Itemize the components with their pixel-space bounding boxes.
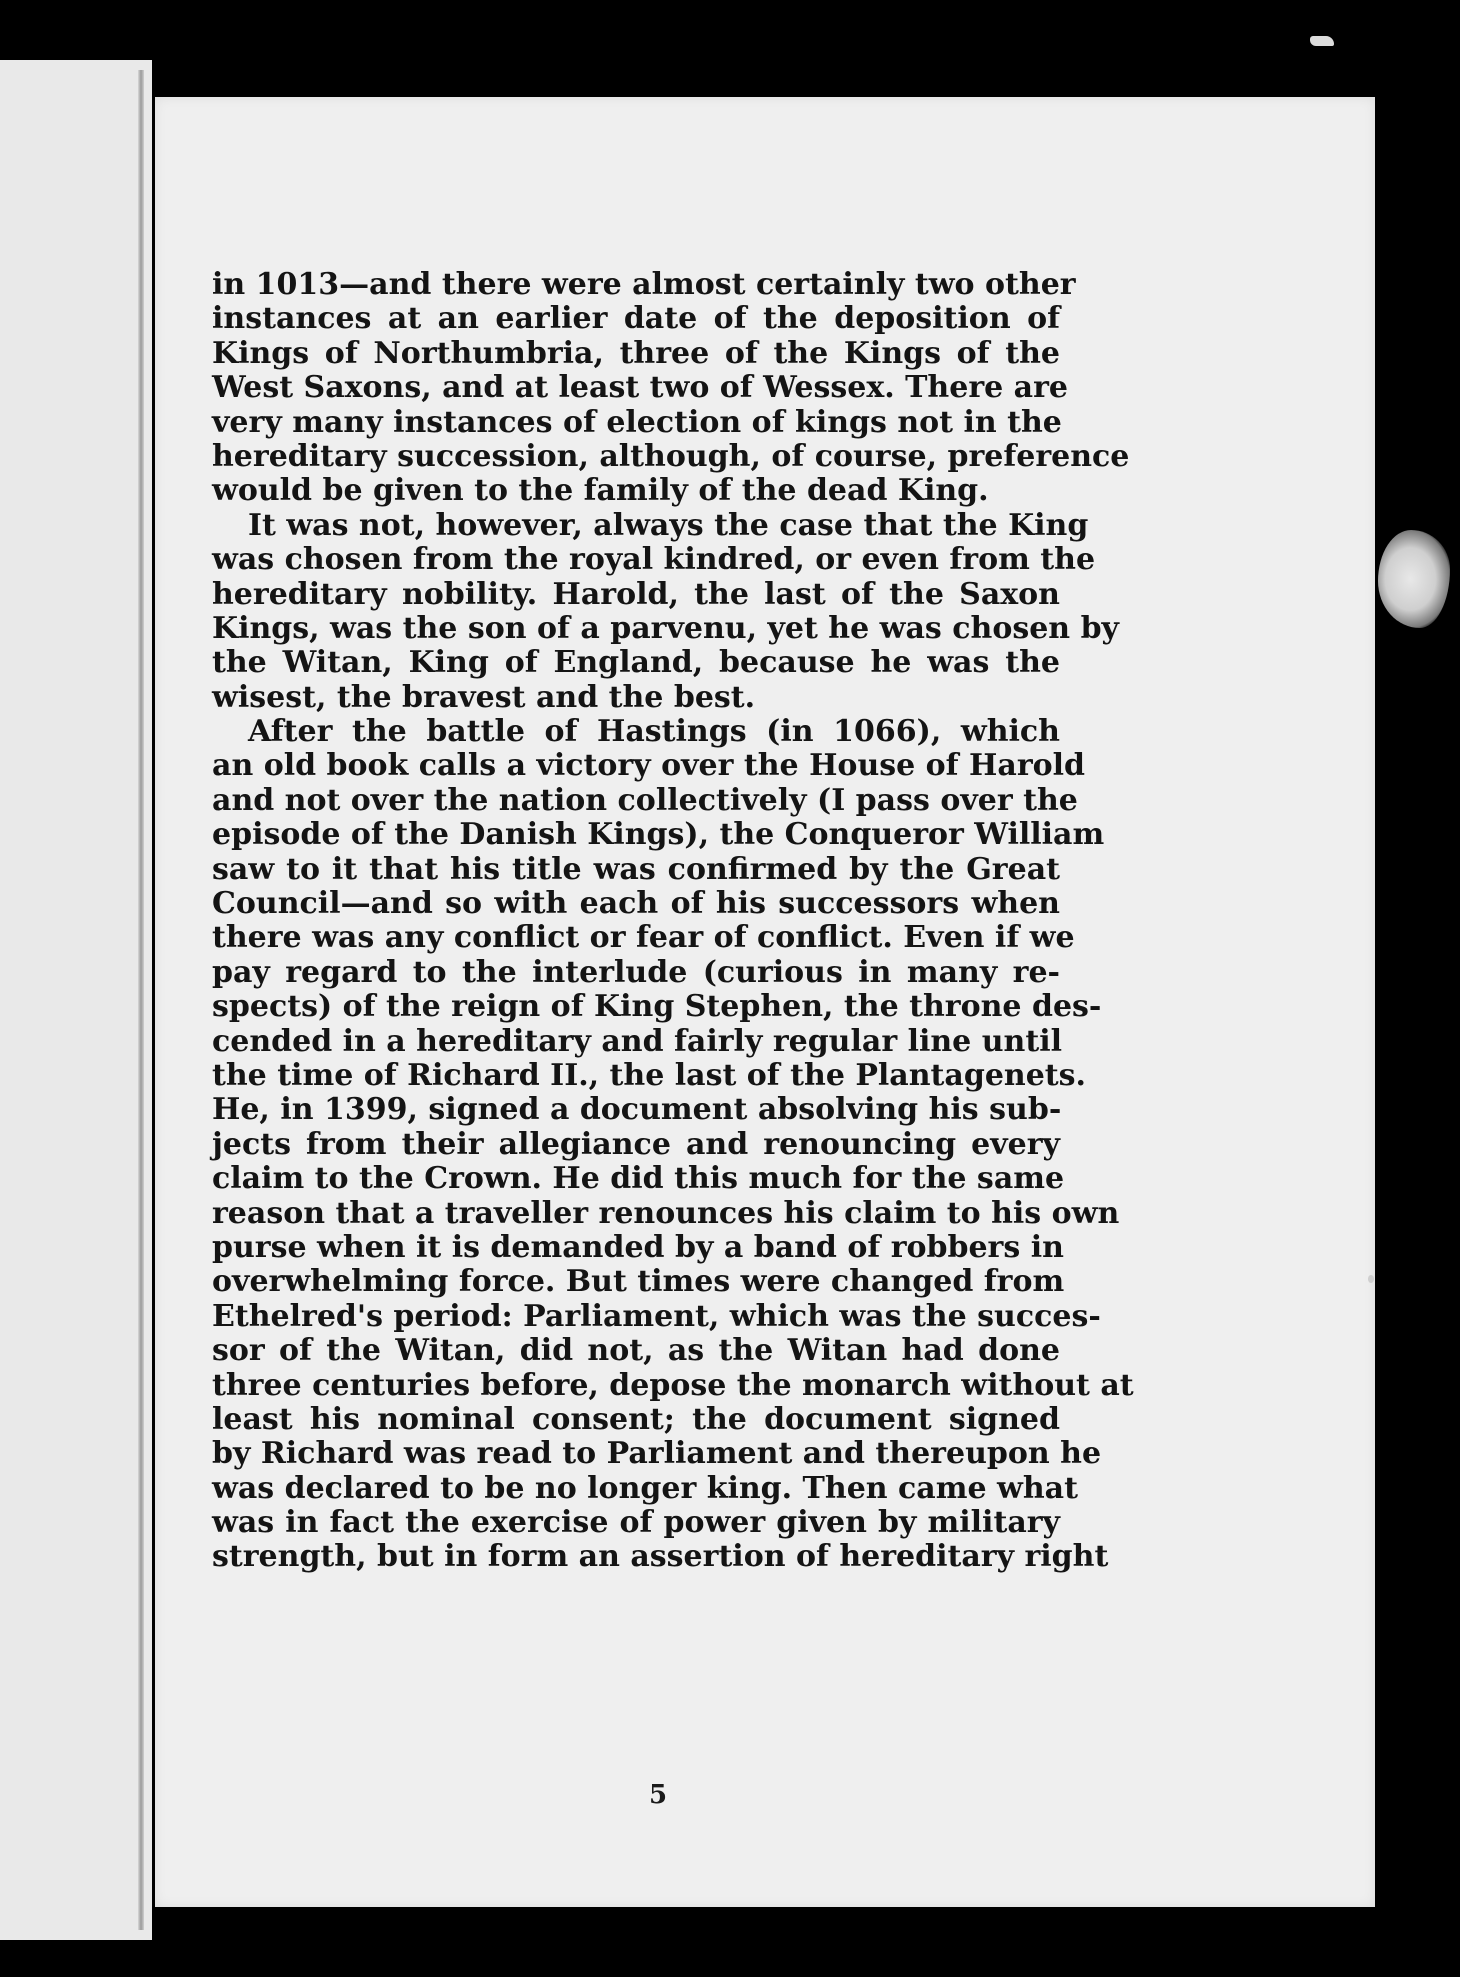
text-line: episode of the Danish Kings), the Conqueror William <box>212 817 1105 853</box>
text-line: by Richard was read to Parliament and thereupon he <box>212 1436 1102 1472</box>
binding-gutter <box>138 70 144 1930</box>
text-line: It was not, however, always the case that the King <box>248 507 1089 543</box>
text-line: spects) of the reign of King Stephen, the throne des- <box>212 989 1102 1025</box>
paragraph-1 <box>212 267 1130 509</box>
page-number <box>0 1780 1460 1810</box>
paragraph-2 <box>212 507 1119 715</box>
facing-page-edge <box>0 60 152 1940</box>
text-line: wisest, the bravest and the best. <box>212 679 756 715</box>
text-line: in 1013—and there were almost certainly two other <box>212 267 1076 302</box>
text-line: Ethelred's period: Parliament, which was the succes- <box>212 1298 1101 1334</box>
text-line: was declared to be no longer king. Then came what <box>212 1470 1078 1506</box>
text-line: was in fact the exercise of power given by military <box>212 1505 1060 1541</box>
text-line: After the battle of Hastings (in 1066), which <box>248 714 1060 750</box>
text-line: very many instances of election of kings not in the <box>212 404 1062 440</box>
scan-artifact <box>1310 36 1334 46</box>
text-line: there was any conflict or fear of conflict. Even if we <box>212 920 1075 956</box>
text-line: an old book calls a victory over the House of Harold <box>212 748 1086 784</box>
text-line: Council—and so with each of his successors when <box>212 886 1060 922</box>
text-line: jects from their allegiance and renouncing every <box>212 1126 1060 1162</box>
text-line: sor of the Witan, did not, as the Witan had done <box>212 1333 1060 1369</box>
text-line: saw to it that his title was confirmed by the Great <box>212 851 1060 887</box>
text-line: the time of Richard II., the last of the Plantagenets. <box>212 1057 1086 1093</box>
text-line: purse when it is demanded by a band of robbers in <box>212 1229 1064 1265</box>
paper-speck <box>1368 1275 1374 1283</box>
text-line: Kings of Northumbria, three of the Kings of the <box>212 335 1060 371</box>
text-line: reason that a traveller renounces his claim to his own <box>212 1195 1120 1231</box>
text-line: hereditary succession, although, of course, preference <box>212 438 1130 474</box>
text-line: strength, but in form an assertion of hereditary right <box>212 1539 1109 1575</box>
text-line: hereditary nobility. Harold, the last of the Saxon <box>212 576 1060 612</box>
text-line: would be given to the family of the dead King. <box>212 473 989 509</box>
text-line: overwhelming force. But times were changed from <box>212 1264 1065 1300</box>
paper-blot <box>1378 530 1450 628</box>
text-line: He, in 1399, signed a document absolving his sub- <box>212 1092 1062 1128</box>
paragraph-3 <box>212 714 1134 1575</box>
text-line: claim to the Crown. He did this much for the same <box>212 1161 1065 1197</box>
text-line: was chosen from the royal kindred, or even from the <box>212 542 1096 578</box>
page-number-text: 5 <box>648 1780 668 1810</box>
text-line: three centuries before, depose the monarch without at <box>212 1367 1134 1403</box>
body-text <box>212 267 1134 1575</box>
text-line: instances at an earlier date of the deposition of <box>212 301 1060 337</box>
text-line: cended in a hereditary and fairly regular line until <box>212 1023 1062 1059</box>
text-line: the Witan, King of England, because he was the <box>212 645 1060 681</box>
text-line: Kings, was the son of a parvenu, yet he was chosen by <box>212 610 1119 646</box>
text-line: and not over the nation collectively (I pass over the <box>212 782 1078 818</box>
text-line: least his nominal consent; the document signed <box>212 1401 1060 1437</box>
text-line: West Saxons, and at least two of Wessex. There are <box>212 370 1068 406</box>
text-line: pay regard to the interlude (curious in many re- <box>212 954 1060 990</box>
